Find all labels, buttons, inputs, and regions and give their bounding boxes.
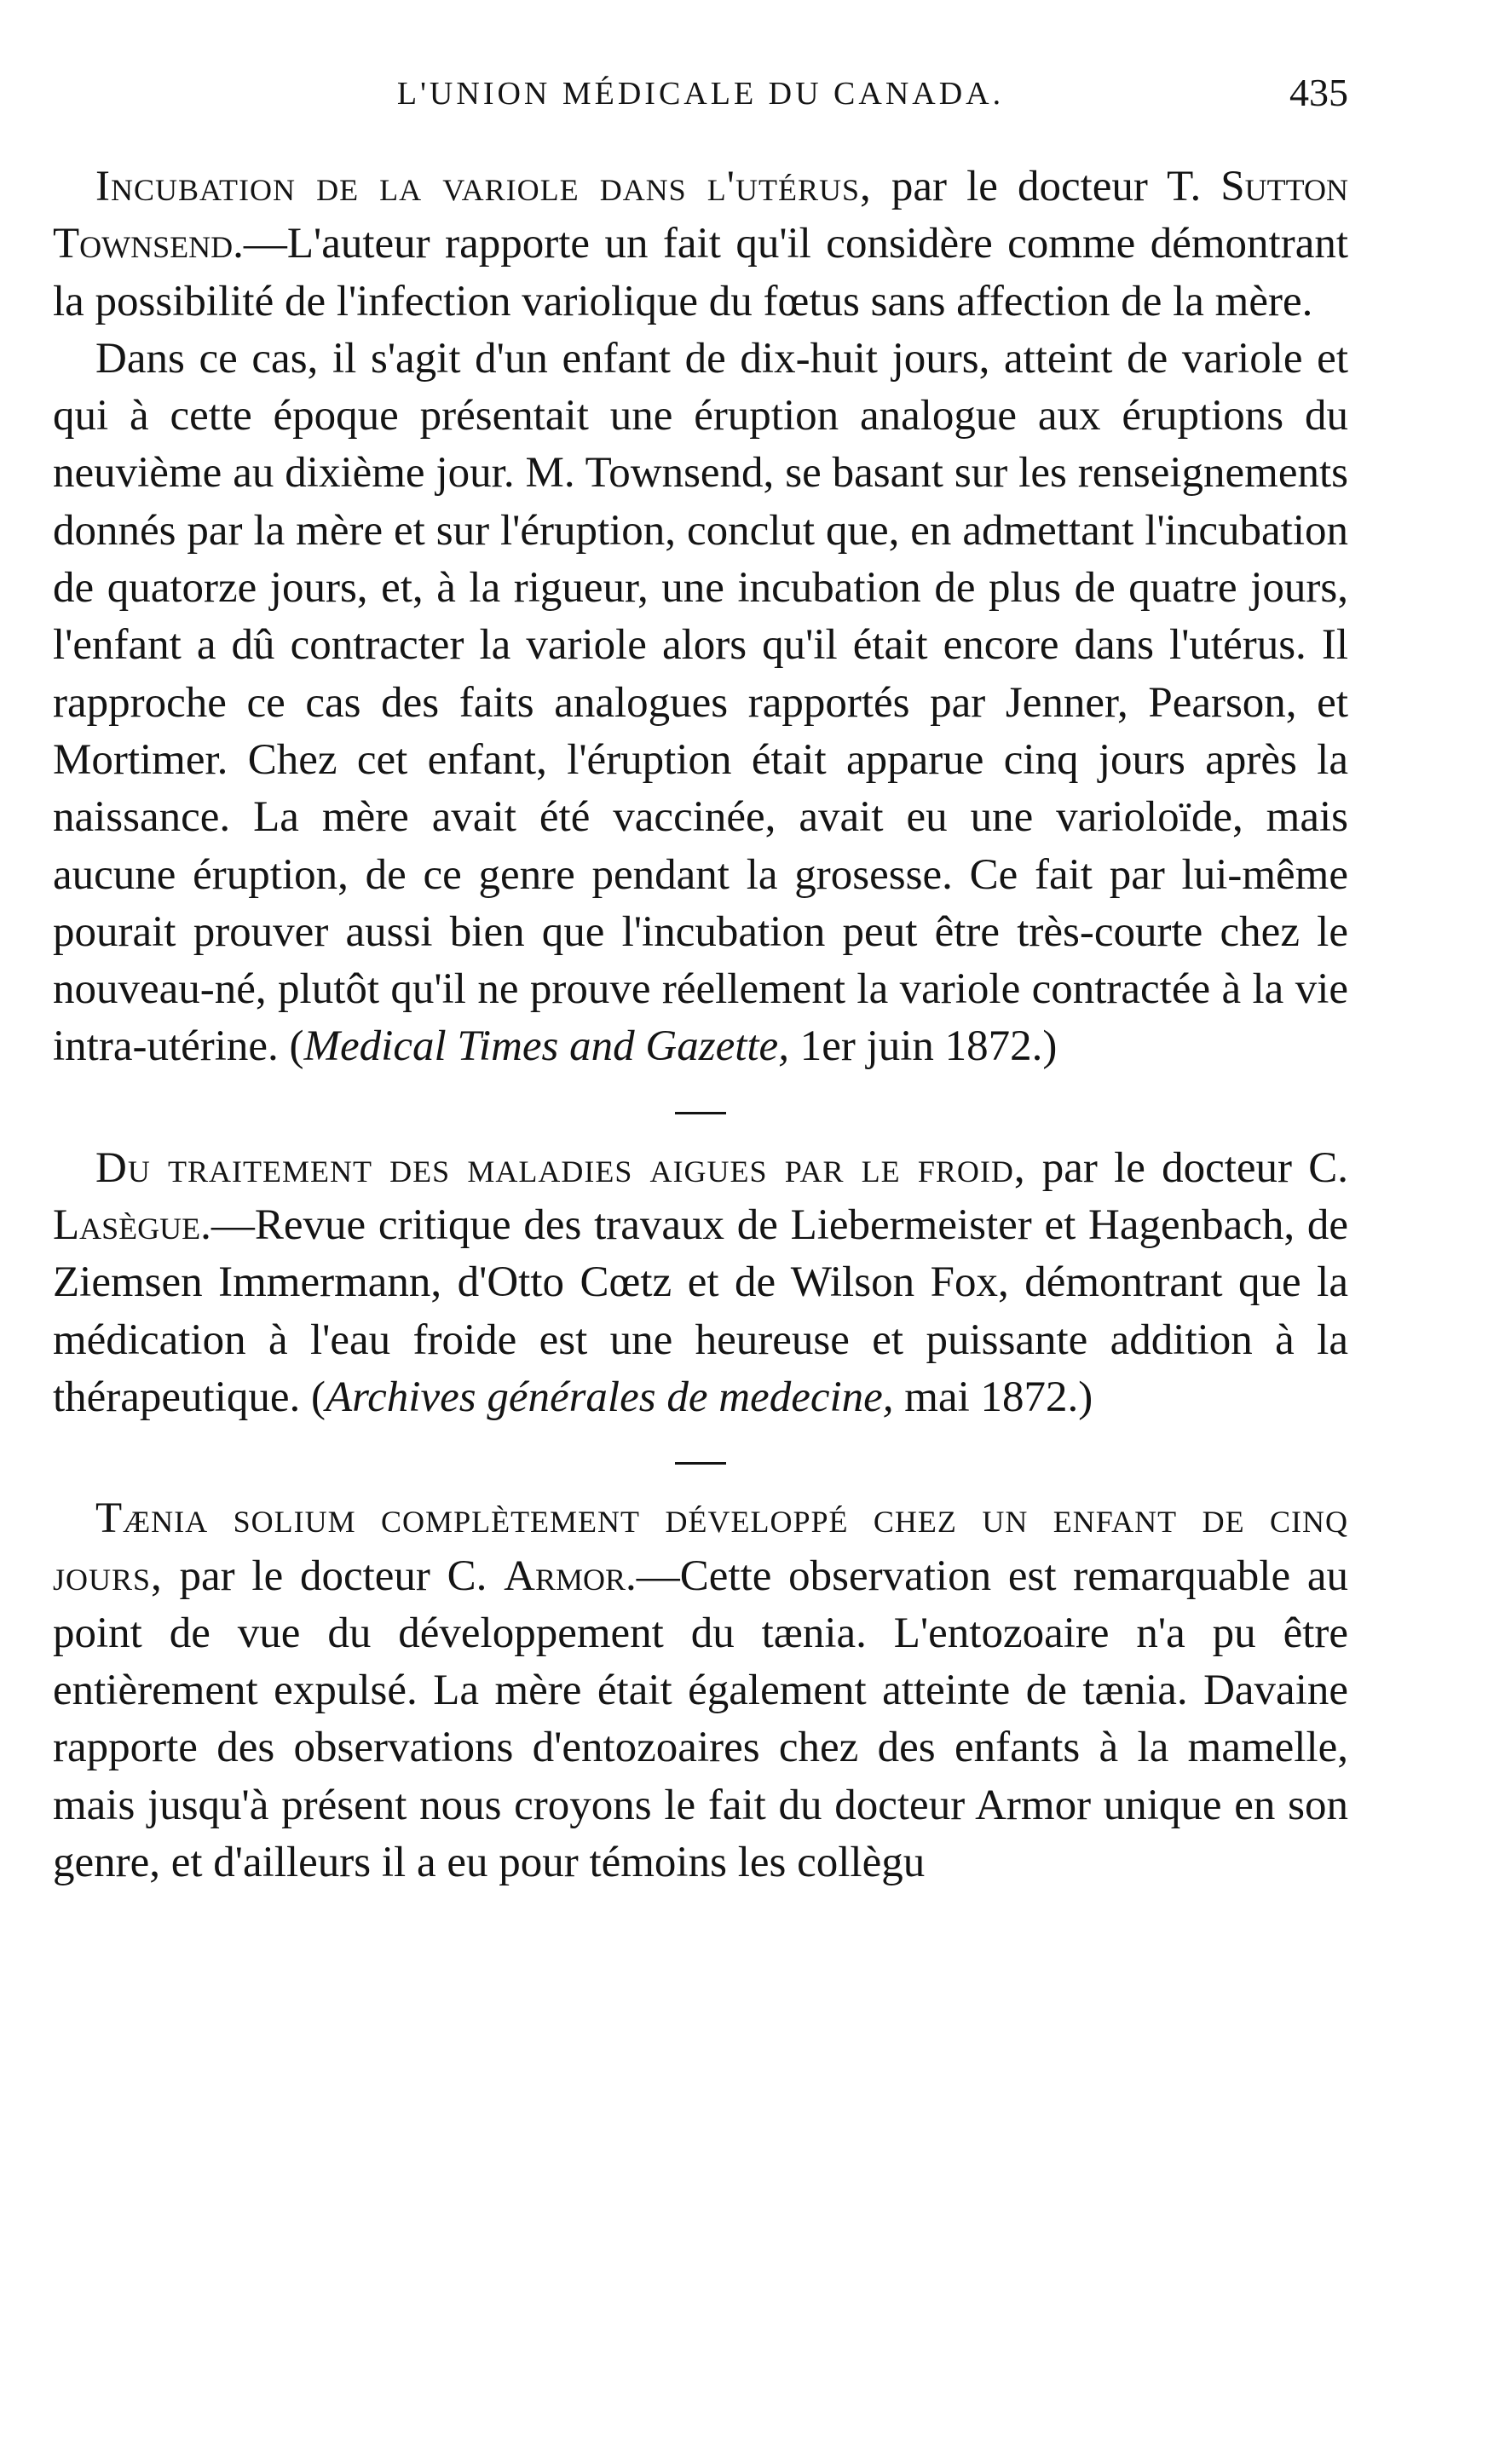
source-citation: Medical Times and Gazette, [303,1022,789,1071]
page-number: 435 [1289,71,1348,114]
article-froid [53,1140,1348,1426]
author-name: Armor [504,1552,626,1600]
article-title: Incubation de la variole dans l'utérus, [95,163,872,210]
body-text: .—Cette observation est remarquable au point de vue du développement du tænia. L'entozoaire n'a pu être entièrement expulsé. La mère était également atteinte de tænia. Davaine rapporte des observations d'entozoaires chez des enfants à la mamelle, mais jusqu'à présent nous croyons le fait du docteur Armor unique en son genre, et d'ailleurs il a eu pour témoins les collègu [53,1552,1348,1887]
running-title: L'UNION MÉDICALE DU CANADA. [396,76,1005,112]
author-name: Lasègue [53,1201,201,1250]
article-title: Tænia solium complètement développé chez un enfant de cinq jours, [53,1494,1348,1600]
byline-prefix: par le docteur C. [162,1552,505,1600]
author-name: Sutton Townsend [53,163,1348,268]
body-text: Dans ce cas, il s'agit d'un enfant de dix-huit jours, atteint de variole et qui à cette époque présentait une éruption analogue aux éruptions du neuvième au dixième jour. M. Townsend, se basant sur les renseignements donnés par la mère et sur l'éruption, conclut que, en admettant l'incubation de quatorze jours, et, à la rigueur, une incubation de plus de quatre jours, l'enfant a dû contracter la variole alors qu'il était encore dans l'utérus. Il rapproche ce cas des faits analogues rapportés par Jenner, Pearson, et Mortimer. Chez cet enfant, l'éruption était apparue cinq jours après la naissance. La mère avait été vaccinée, avait eu une varioloïde, mais aucune éruption, de ce genre pendant la grosesse. Ce fait par lui-même pourait prouver aussi bien que l'incubation peut être très-courte chez le nouveau-né, plutôt qu'il ne prouve réellement la variole contractée à la vie intra-utérine. ( [53,334,1348,1071]
article-title: Du traitement des maladies aigues par le froid, [95,1143,1026,1192]
body-text: .—Revue critique des travaux de Liebermeister et Hagenbach, de Ziemsen Immermann, d'Otto Cœtz et de Wilson Fox, démontrant que la médication à l'eau froide est une heureuse et puissante addition à la thérapeutique. ( [53,1201,1348,1421]
section-divider [675,1462,726,1465]
article-incubation-body [53,331,1348,1076]
article-intro-text: .—L'auteur rapporte un fait qu'il considère comme démontrant la possibilité de l'infection variolique du fœtus sans affection de la mère. [53,220,1348,325]
article-incubation-intro [53,158,1348,331]
byline-prefix: par le docteur T. [871,163,1221,210]
byline-prefix: par le docteur C. [1025,1143,1348,1192]
running-head [53,66,1348,126]
citation-date: mai 1872.) [893,1373,1093,1421]
source-citation: Archives générales de medecine, [326,1373,894,1421]
citation-date: 1er juin 1872.) [788,1022,1058,1071]
page [53,66,1348,1891]
section-divider [675,1112,726,1114]
article-taenia [53,1490,1348,1891]
